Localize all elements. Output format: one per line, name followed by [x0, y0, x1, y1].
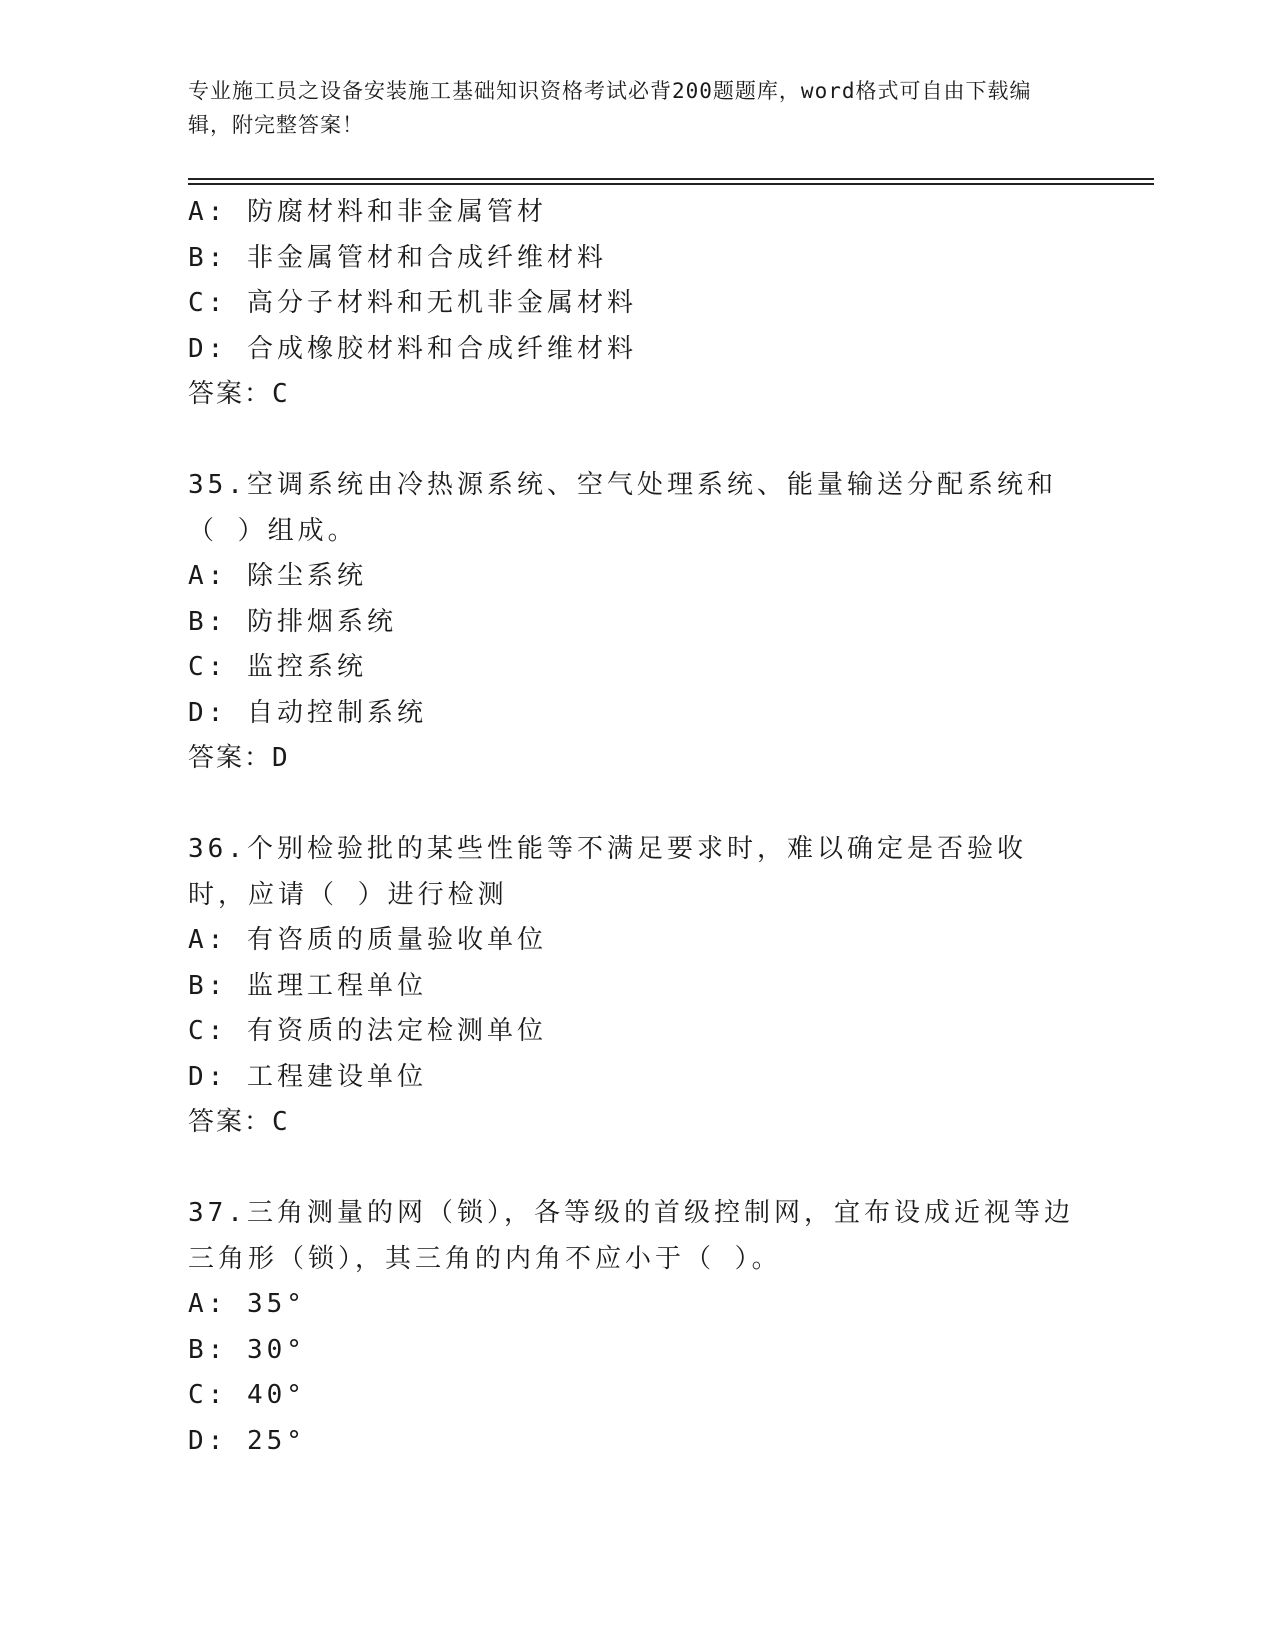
option-b: B: 防排烟系统 — [188, 606, 397, 637]
question-block — [188, 1191, 1088, 1464]
question-block — [188, 190, 1088, 418]
option-c: C: 有资质的法定检测单位 — [188, 1016, 547, 1046]
question-block — [188, 463, 1088, 782]
document-header: 专业施工员之设备安装施工基础知识资格考试必背200题题库，word格式可自由下载编辑，附完整答案！ — [188, 79, 1032, 137]
option-c: C: 40° — [188, 1380, 306, 1410]
header-divider-top — [188, 178, 1154, 180]
option-a: A: 有咨质的质量验收单位 — [188, 925, 547, 955]
option-a: A: 35° — [188, 1289, 306, 1319]
option-c: C: 监控系统 — [188, 652, 367, 682]
spacer — [188, 782, 1088, 828]
question-text: 37.三角测量的网（锁），各等级的首级控制网，宜布设成近视等边三角形（锁），其三角的内角不应小于（ ）。 — [188, 1198, 1074, 1274]
option-a: A: 除尘系统 — [188, 561, 367, 591]
answer-line: 答案：C — [188, 1107, 290, 1137]
option-a: A: 防腐材料和非金属管材 — [188, 197, 547, 227]
option-d: D: 工程建设单位 — [188, 1061, 427, 1092]
question-text: 35.空调系统由冷热源系统、空气处理系统、能量输送分配系统和（ ）组成。 — [188, 470, 1057, 546]
spacer — [188, 1146, 1088, 1192]
option-b: B: 监理工程单位 — [188, 970, 427, 1001]
question-list — [188, 190, 1088, 1464]
option-b: B: 非金属管材和合成纤维材料 — [188, 242, 607, 273]
spacer — [188, 418, 1088, 464]
option-d: D: 合成橡胶材料和合成纤维材料 — [188, 333, 637, 364]
header-divider-bottom — [188, 183, 1154, 185]
option-c: C: 高分子材料和无机非金属材料 — [188, 288, 637, 318]
option-b: B: 30° — [188, 1334, 306, 1365]
option-d: D: 25° — [188, 1425, 306, 1456]
question-block — [188, 827, 1088, 1146]
answer-line: 答案：D — [188, 743, 290, 773]
question-text: 36.个别检验批的某些性能等不满足要求时，难以确定是否验收时，应请（ ）进行检测 — [188, 834, 1027, 910]
option-d: D: 自动控制系统 — [188, 697, 427, 728]
answer-line: 答案：C — [188, 379, 290, 409]
